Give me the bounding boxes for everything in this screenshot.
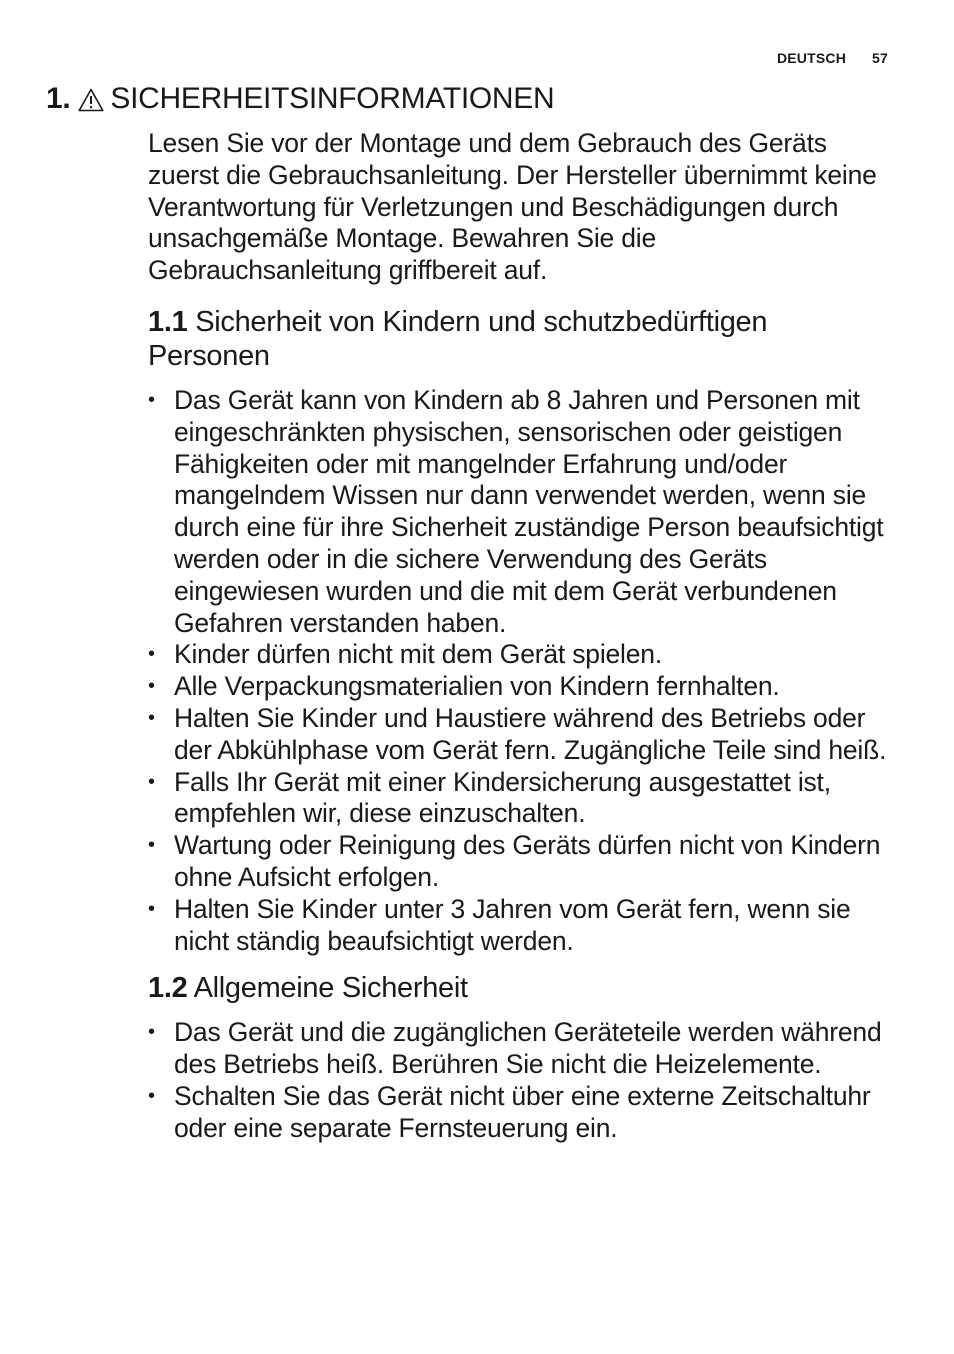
bullet-icon: • (148, 770, 155, 793)
list-item: • Halten Sie Kinder und Haustiere während des Betriebs oder der Abkühlphase vom Gerät fern. Zugängliche Teile sind heiß. (148, 702, 887, 765)
list-item: • Kinder dürfen nicht mit dem Gerät spielen. (148, 639, 662, 670)
section-number: 1.1 (148, 305, 188, 338)
chapter-title-text: SICHERHEITSINFORMATIONEN (110, 82, 555, 115)
bullet-icon: • (148, 897, 155, 920)
intro-paragraph: Lesen Sie vor der Montage und dem Gebrauch des Geräts zuerst die Gebrauchsanleitung. Der Hersteller übernimmt keine Verantwortung für Verletzungen und Beschädigungen durch unsachgemäße Montage. Bewahren Sie die Gebrauchsanleitung griffbereit auf. (148, 128, 877, 286)
chapter-title (46, 82, 554, 116)
list-item: • Schalten Sie das Gerät nicht über eine externe Zeitschaltuhr oder eine separate Fernsteuerung ein. (148, 1080, 871, 1143)
list-item: • Wartung oder Reinigung des Geräts dürfen nicht von Kindern ohne Aufsicht erfolgen. (148, 830, 881, 892)
bullet-icon: • (148, 643, 155, 666)
section-title-1-2 (148, 971, 892, 1005)
list-item: • Halten Sie Kinder unter 3 Jahren vom Gerät fern, wenn sie nicht ständig beaufsichtigt werden. (148, 893, 851, 956)
main-content (148, 128, 892, 1159)
bullet-icon: • (148, 675, 155, 698)
list-item: • Das Gerät und die zugänglichen Geräteteile werden während des Betriebs heiß. Berühren Sie nicht die Heizelemente. (148, 1017, 882, 1080)
page-header (777, 50, 888, 66)
bullet-list-1-2 (148, 1017, 892, 1144)
bullet-icon: • (148, 1084, 155, 1107)
list-item: • Das Gerät kann von Kindern ab 8 Jahren und Personen mit eingeschränkten physischen, sensorischen oder geistigen Fähigkeiten oder mit mangelnder Erfahrung und/oder mangelndem Wissen nur dann verwendet werden, wenn sie durch eine für ihre Sicherheit zuständige Person beaufsichtigt werden oder in die sichere Verwendung des Geräts eingewiesen wurden und die mit dem Gerät verbundenen Gefahren verstanden haben. (148, 384, 884, 638)
list-item: • Alle Verpackungsmaterialien von Kindern fernhalten. (148, 671, 780, 702)
bullet-icon: • (148, 388, 155, 411)
list-item: • Falls Ihr Gerät mit einer Kindersicherung ausgestattet ist, empfehlen wir, diese einzuschalten. (148, 766, 831, 829)
bullet-icon: • (148, 1021, 155, 1044)
bullet-list-1-1 (148, 385, 892, 957)
chapter-number: 1. (46, 82, 71, 115)
section-title-1-1 (148, 305, 892, 373)
page-number: 57 (872, 50, 888, 66)
section-number: 1.2 (148, 972, 188, 1005)
section-title-text: Sicherheit von Kindern und schutzbedürftigen Personen (148, 305, 768, 372)
bullet-icon: • (148, 834, 155, 857)
bullet-icon: • (148, 706, 155, 729)
warning-triangle-icon (78, 86, 104, 110)
header-language: DEUTSCH (776, 50, 847, 66)
section-title-text: Allgemeine Sicherheit (193, 972, 468, 1005)
